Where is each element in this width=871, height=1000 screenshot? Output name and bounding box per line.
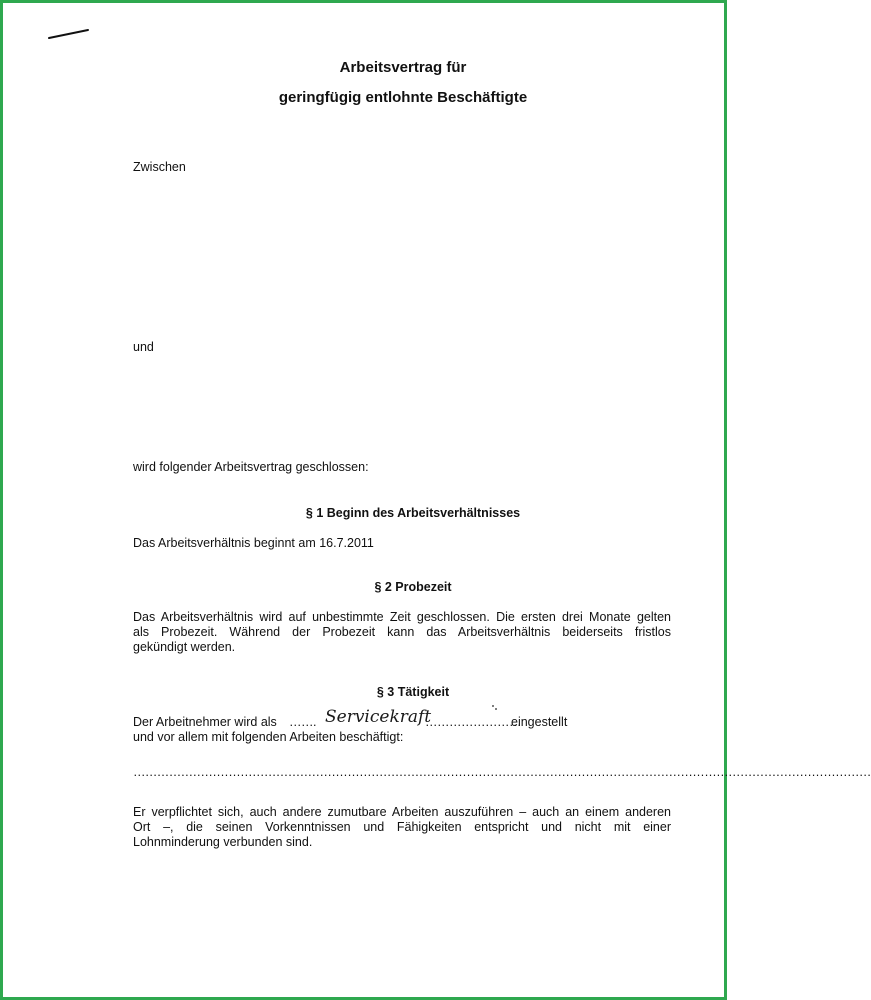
- role-dots-after: ……………………: [425, 715, 521, 729]
- section-1-heading: § 1 Beginn des Arbeitsverhältnisses: [305, 506, 521, 520]
- employee-role-suffix: eingestellt: [511, 715, 568, 729]
- obligation-line-2: Ort –, die seinen Vorkenntnissen und Fähigkeiten entspricht und nicht mit einer: [133, 820, 671, 834]
- employee-role-prefix: Der Arbeitnehmer wird als: [133, 715, 277, 729]
- obligation-line-1: Er verpflichtet sich, auch andere zumutbare Arbeiten auszuführen – auch an einem anderen: [133, 805, 671, 819]
- role-dots-before: …….: [289, 715, 316, 729]
- obligation-paragraph: [133, 805, 671, 850]
- pen-stroke-mark: [48, 27, 90, 41]
- and-label: und: [133, 340, 154, 354]
- contract-concluded-text: wird folgender Arbeitsvertrag geschlossen:: [133, 460, 369, 474]
- title-line-1: Arbeitsvertrag für: [339, 59, 467, 76]
- section-2-line-2: als Probezeit. Während der Probezeit kann das Arbeitsverhältnis beiderseits fristlos: [133, 625, 671, 639]
- section-2-line-3: gekündigt werden.: [133, 640, 236, 654]
- section-2-paragraph: [133, 610, 671, 655]
- activities-intro: und vor allem mit folgenden Arbeiten beschäftigt:: [133, 730, 404, 744]
- handwritten-role-text: Servicekraft: [325, 707, 432, 727]
- section-2-line-1: Das Arbeitsverhältnis wird auf unbestimmte Zeit geschlossen. Die ersten drei Monate gelten: [133, 610, 671, 624]
- title-line-2: geringfügig entlohnte Beschäftigte: [278, 89, 528, 106]
- handwritten-role-signature: [323, 707, 433, 729]
- obligation-line-3: Lohnminderung verbunden sind.: [133, 835, 313, 849]
- ink-specks: [491, 704, 501, 712]
- section-2-heading: § 2 Probezeit: [374, 580, 452, 594]
- activities-dotted-line: ……………………………………………………………………………………………………………………………………………………………………: [133, 765, 871, 779]
- section-3-heading: § 3 Tätigkeit: [376, 685, 450, 699]
- between-label: Zwischen: [133, 160, 186, 174]
- section-1-text: Das Arbeitsverhältnis beginnt am 16.7.2011: [133, 536, 374, 550]
